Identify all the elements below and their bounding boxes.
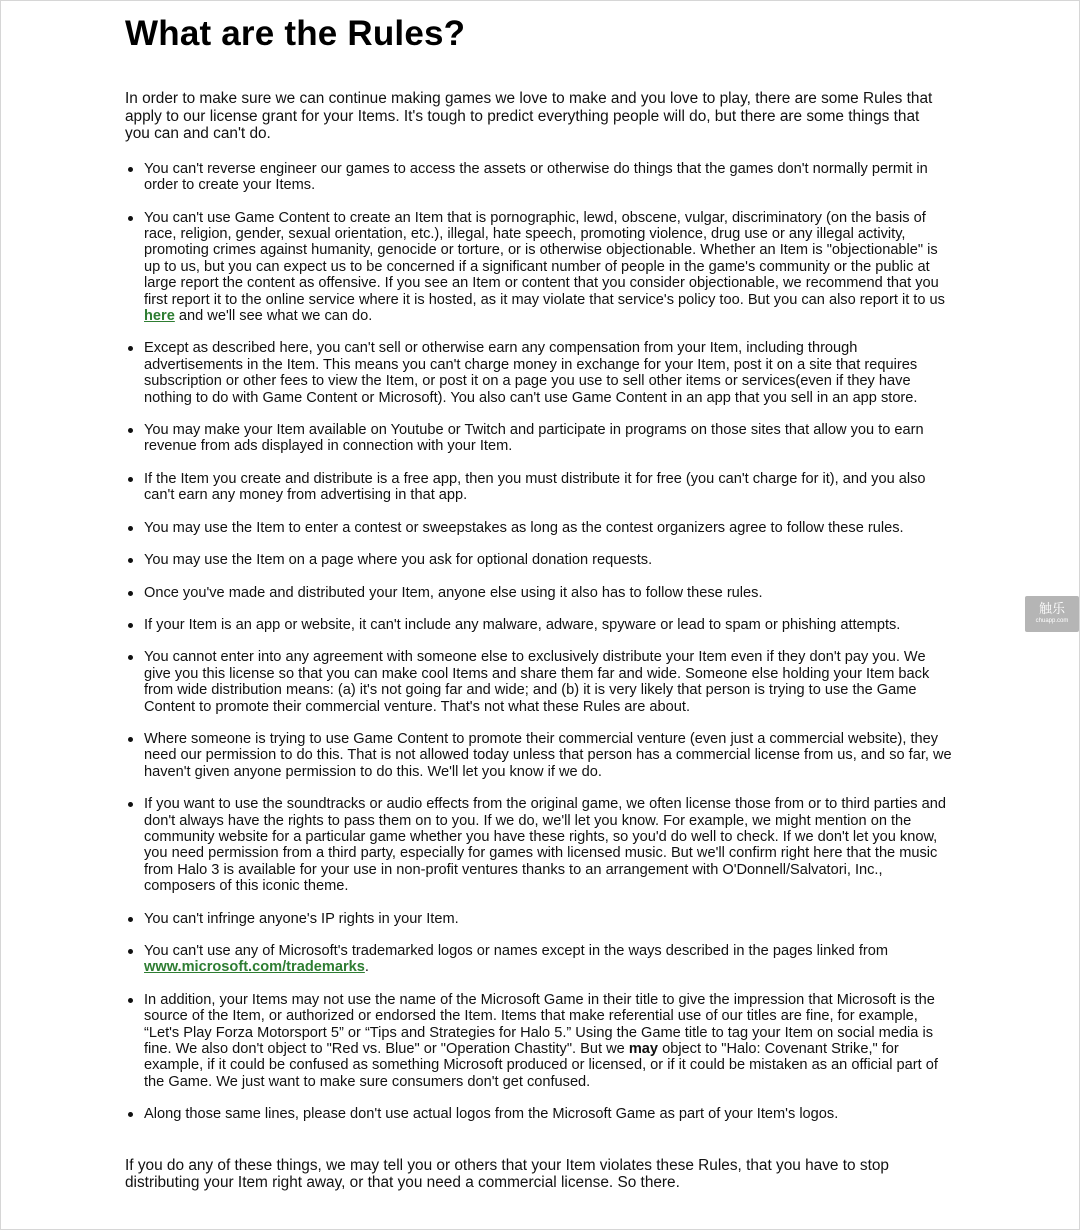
emphasis-may: may (628, 1041, 659, 1058)
rule-no-exclusive-distribution: You cannot enter into any agreement with someone else to exclusively distribute your Item even if they don't pay you. We give you this license so that you can make cool Items and share them far and wide. Someone else holding your Item back from wide distribution means: (a) it's not going far and wide; and (b) it is very likely that person is trying to use the Game Content to promote their commercial venture. That's not what these Rules are about. (125, 649, 952, 715)
rule-donations: You may use the Item on a page where you ask for optional donation requests. (125, 552, 952, 568)
rule-no-malware: If your Item is an app or website, it can't include any malware, adware, spyware or lead to spam or phishing attempts. (125, 617, 952, 633)
rule-contest: You may use the Item to enter a contest or sweepstakes as long as the contest organizers agree to follow these rules. (125, 520, 952, 536)
rule-ip-rights: You can't infringe anyone's IP rights in your Item. (125, 911, 952, 927)
rule-reverse-engineering: You can't reverse engineer our games to access the assets or otherwise do things that the games don't normally permit in order to create your Items. (125, 161, 952, 194)
closing-paragraph: If you do any of these things, we may tell you or others that your Item violates these Rules, that you have to stop distributing your Item right away, or that you need a commercial license. So there. (125, 1156, 889, 1192)
rule-objectionable-content: You can't use Game Content to create an Item that is pornographic, lewd, obscene, vulgar, discriminatory (on the basis of race, religion, gender, sexual orientation, etc.), illegal, hate speech, promoting violence, drug use or any illegal activity, promoting crimes against humanity, genocide or torture, or is otherwise objectionable. Whether an Item is "objectionable" is up to us, but you can expect us to be concerned if a significant number of people in the game's community or the public at large report the content as offensive. If you see an Item or content that you consider objectionable, we recommend that you first report it to the online service where it is hosted, as it may violate that service's policy too. But you can also report it to us here and we'll see what we can do. (125, 210, 952, 325)
report-here-link[interactable]: here (144, 308, 175, 325)
watermark-logo-text: 触乐 (1038, 601, 1065, 616)
rule-others-follow: Once you've made and distributed your Item, anyone else using it also has to follow these rules. (125, 585, 952, 601)
article (125, 12, 955, 1192)
rule-trademarks: You can't use any of Microsoft's trademarked logos or names except in the ways described in the pages linked from www.microsoft.com/trademarks. (125, 943, 952, 976)
rules-list (125, 161, 955, 1123)
rule-no-game-logos: Along those same lines, please don't use actual logos from the Microsoft Game as part of your Item's logos. (125, 1106, 952, 1122)
rule-soundtracks: If you want to use the soundtracks or audio effects from the original game, we often license those from or to third parties and don't always have the rights to pass them on to you. If we do, we'll let you know. For example, we might mention on the community website for a particular game whether you have these rights, so you'd do well to check. If we don't let you know, you need permission from a third party, especially for games with licensed music. But we'll confirm right here that the music from Halo 3 is available for your use in non-profit ventures thanks to an arrangement with O'Donnell/Salvatori, Inc., composers of this iconic theme. (125, 796, 952, 894)
site-watermark (1025, 596, 1079, 632)
rule-no-compensation: Except as described here, you can't sell or otherwise earn any compensation from your Item, including through advertisements in the Item. This means you can't charge money in exchange for your Item, post it on a site that requires subscription or other fees to view the Item, or post it on a page you use to sell other items or services(even if they have nothing to do with Game Content or Microsoft). You also can't use Game Content in an app that you sell in an app store. (125, 340, 952, 406)
watermark-domain: chuapp.com (1035, 618, 1069, 624)
rule-game-name-in-title: In addition, your Items may not use the name of the Microsoft Game in their title to give the impression that Microsoft is the source of the Item, or authorized or endorsed the Item. Items that make referential use of our titles are fine, for example, “Let's Play Forza Motorsport 5” or “Tips and Strategies for Halo 5.” Using the Game title to tag your Item on social media is fine. We also don't object to "Red vs. Blue" or "Operation Chastity". But we may object to "Halo: Covenant Strike," for example, if it could be confused as something Microsoft produced or licensed, or if it could be mistaken as an official part of the Game. We just want to make sure consumers don't get confused. (125, 992, 952, 1090)
page-title: What are the Rules? (125, 14, 466, 53)
trademarks-link[interactable]: www.microsoft.com/trademarks (144, 959, 365, 976)
rule-free-app: If the Item you create and distribute is a free app, then you must distribute it for free (you can't charge for it), and you also can't earn any money from advertising in that app. (125, 471, 952, 504)
intro-paragraph: In order to make sure we can continue making games we love to make and you love to play, there are some Rules that apply to our license grant for your Items. It's tough to predict everything people will do, but there are some things that you can and can't do. (125, 90, 933, 143)
rule-commercial-venture: Where someone is trying to use Game Content to promote their commercial venture (even just a commercial website), they need our permission to do this. That is not allowed today unless that person has a commercial license from us, and so far, we haven't given anyone permission to do this. We'll let you know if we do. (125, 731, 952, 780)
rule-youtube-twitch: You may make your Item available on Youtube or Twitch and participate in programs on those sites that allow you to earn revenue from ads displayed in connection with your Item. (125, 422, 952, 455)
